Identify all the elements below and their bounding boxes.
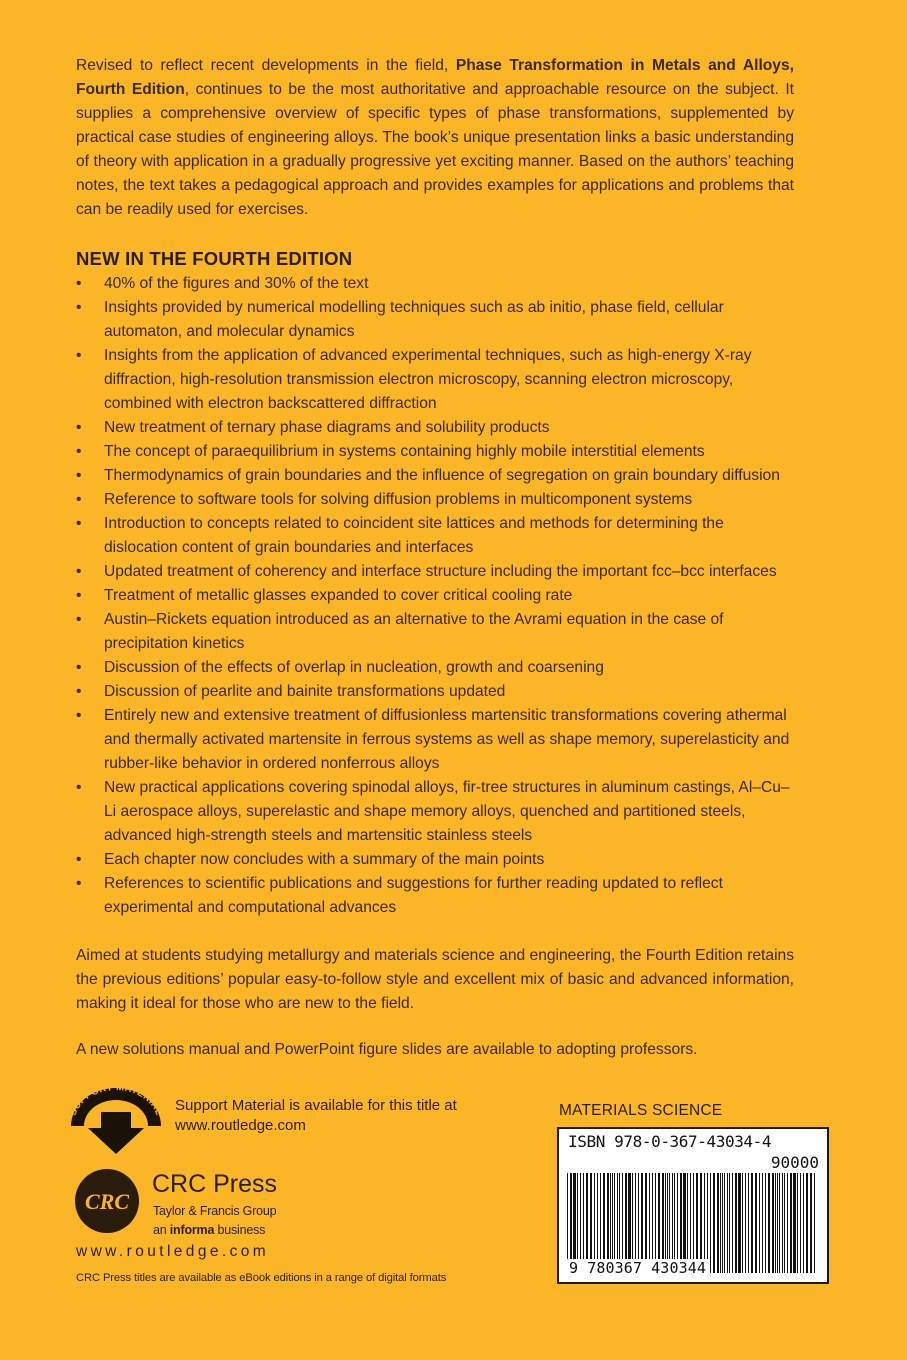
barcode-bar — [707, 1173, 708, 1273]
back-cover-text — [76, 54, 794, 1062]
barcode-bar — [787, 1173, 788, 1273]
barcode-bar — [810, 1173, 812, 1273]
intro-paragraph — [76, 54, 794, 222]
barcode-bar — [751, 1173, 753, 1273]
ean-number: 9 780367 430344 — [569, 1259, 706, 1277]
feature-item: • New practical applications covering spinodal alloys, fir-tree structures in aluminum castings, Al–Cu–Li aerospace alloys, superelastic and shape memory alloys, quenched and partitioned steels, advanced high-strength steels and martensitic stainless steels — [76, 776, 794, 848]
isbn-label: ISBN 978-0-367-43034-4 — [568, 1132, 772, 1151]
feature-item: • The concept of paraequilibrium in systems containing highly mobile interstitial elements — [76, 440, 794, 464]
crc-logo — [74, 1168, 140, 1234]
intro-text-rest: , continues to be the most authoritative and approachable resource on the subject. It supplies a comprehensive overview of specific types of phase transformations, supplemented by practical case studies of engineering alloys. The book’s unique presentation links a basic understanding of theory with application in a gradually progressive yet exciting manner. Based on the authors’ teaching notes, the text takes a pedagogical approach and provides examples for applications and problems that can be readily used for exercises. — [76, 81, 794, 218]
barcode-bar — [619, 1173, 620, 1273]
down-arrow-icon — [88, 1112, 144, 1154]
barcode-bar — [586, 1173, 588, 1273]
feature-item: • Thermodynamics of grain boundaries and the influence of segregation on grain boundary diffusion — [76, 464, 794, 488]
barcode-bar — [600, 1173, 601, 1273]
barcode-bar — [729, 1173, 730, 1273]
barcode-bar — [727, 1173, 728, 1273]
barcode-bar — [700, 1173, 702, 1273]
barcode-bars — [567, 1173, 819, 1273]
barcode-bar — [762, 1173, 763, 1273]
barcode-bar — [803, 1173, 804, 1273]
barcode-bar — [567, 1173, 568, 1273]
barcode-bar — [635, 1173, 636, 1273]
barcode-bar — [735, 1173, 737, 1273]
feature-item: • New treatment of ternary phase diagrams and solubility products — [76, 416, 794, 440]
barcode-bar — [662, 1173, 664, 1273]
barcode-bar — [755, 1173, 757, 1273]
feature-item: • Updated treatment of coherency and interface structure including the important fcc–bcc interfaces — [76, 560, 794, 584]
barcode-bar — [693, 1173, 694, 1273]
barcode-bar — [696, 1173, 698, 1273]
barcode-bar — [720, 1173, 721, 1273]
support-material-block — [68, 1084, 488, 1154]
barcode-bar — [628, 1173, 631, 1273]
feature-item: • Treatment of metallic glasses expanded to cover critical cooling rate — [76, 584, 794, 608]
feature-item: • References to scientific publications and suggestions for further reading updated to reflect experimental and computational advances — [76, 872, 794, 920]
barcode-bar — [704, 1173, 705, 1273]
barcode-bar — [632, 1173, 633, 1273]
price-code: 90000 — [770, 1153, 819, 1172]
barcode-bar — [570, 1173, 572, 1273]
barcode-bar — [674, 1173, 675, 1273]
feature-item: • Insights from the application of advanced experimental techniques, such as high-energy X-ray diffraction, high-resolution transmission electron microscopy, scanning electron microscopy, combined with electron backscattered diffraction — [76, 344, 794, 416]
barcode-bar — [665, 1173, 666, 1273]
barcode-bar — [772, 1173, 774, 1273]
barcode-bar — [806, 1173, 808, 1273]
barcode-bar — [814, 1173, 815, 1273]
informa-brand: informa — [169, 1223, 215, 1237]
barcode-bar — [690, 1173, 691, 1273]
barcode-bar — [641, 1173, 643, 1273]
barcode-bar — [625, 1173, 627, 1273]
barcode-bar — [573, 1173, 576, 1273]
barcode-bar — [649, 1173, 650, 1273]
barcode-bar — [603, 1173, 605, 1273]
barcode-bar — [738, 1173, 741, 1273]
barcode-bar — [580, 1173, 581, 1273]
barcode-bar — [655, 1173, 656, 1273]
barcode-bar — [672, 1173, 673, 1273]
feature-item: • Discussion of pearlite and bainite transformations updated — [76, 680, 794, 704]
publisher-business: an informa business — [153, 1223, 266, 1237]
barcode-bar — [590, 1173, 592, 1273]
barcode-bar — [745, 1173, 746, 1273]
feature-item: • Entirely new and extensive treatment of diffusionless martensitic transformations covering athermal and thermally activated martensite in ferrous systems as well as shape memory, superelasticity and rubber-like behavior in ordered nonferrous alloys — [76, 704, 794, 776]
barcode-bar — [782, 1173, 783, 1273]
barcode-bar — [612, 1173, 613, 1273]
support-url: www.routledge.com — [175, 1117, 306, 1134]
barcode-bar — [652, 1173, 653, 1273]
badge-text: SUPPORT MATERIAL — [68, 1084, 164, 1118]
publisher-group: Taylor & Francis Group — [153, 1204, 277, 1218]
barcode-bar — [610, 1173, 611, 1273]
barcode-bar — [732, 1173, 733, 1273]
logo-text: CRC — [84, 1189, 130, 1214]
support-material-badge — [68, 1084, 164, 1156]
feature-item: • Each chapter now concludes with a summary of the main points — [76, 848, 794, 872]
barcode-bar — [597, 1173, 598, 1273]
publisher-name: CRC Press — [152, 1170, 278, 1198]
barcode-bar — [594, 1173, 595, 1273]
feature-item: • Reference to software tools for solving diffusion problems in multicomponent systems — [76, 488, 794, 512]
barcode-bar — [658, 1173, 660, 1273]
book-title: Phase Transformation in Metals and Alloys, Fourth Edition — [76, 57, 794, 98]
barcode-bar — [797, 1173, 798, 1273]
barcode-bar — [748, 1173, 749, 1273]
barcode-bar — [777, 1173, 778, 1273]
barcode-bar — [677, 1173, 678, 1273]
isbn-barcode — [557, 1127, 829, 1284]
barcode-bar — [724, 1173, 725, 1273]
barcode-bar — [800, 1173, 801, 1273]
barcode-bar — [680, 1173, 682, 1273]
barcode-bar — [784, 1173, 785, 1273]
feature-item: • 40% of the figures and 30% of the text — [76, 272, 794, 296]
barcode-bar — [710, 1173, 711, 1273]
section-heading: NEW IN THE FOURTH EDITION — [76, 248, 353, 269]
barcode-bar — [717, 1173, 719, 1273]
ebook-note: CRC Press titles are available as eBook editions in a range of digital formats — [76, 1272, 447, 1284]
feature-list — [76, 272, 794, 920]
closing-paragraph: Aimed at students studying metallurgy and materials science and engineering, the Fourth Edition retains the previous editions’ popular easy-to-follow style and excellent mix of basic and advanced information, making it ideal for those who are new to the field. — [76, 947, 794, 1012]
barcode-bar — [793, 1173, 796, 1273]
support-text — [175, 1096, 457, 1136]
barcode-bar — [667, 1173, 668, 1273]
barcode-bar — [713, 1173, 715, 1273]
support-line: Support Material is available for this title at — [175, 1097, 457, 1114]
barcode-bar — [775, 1173, 776, 1273]
barcode-bar — [779, 1173, 780, 1273]
barcode-bar — [614, 1173, 615, 1273]
barcode-bar — [683, 1173, 686, 1273]
feature-item: • Insights provided by numerical modelling techniques such as ab initio, phase field, cellular automaton, and molecular dynamics — [76, 296, 794, 344]
barcode-bar — [765, 1173, 766, 1273]
barcode-bar — [583, 1173, 584, 1273]
feature-item: • Discussion of the effects of overlap in nucleation, growth and coarsening — [76, 656, 794, 680]
subject-category: MATERIALS SCIENCE — [559, 1102, 723, 1119]
barcode-bar — [722, 1173, 723, 1273]
intro-text-start: Revised to reflect recent developments in the field, — [76, 57, 456, 74]
barcode-bar — [759, 1173, 760, 1273]
barcode-bar — [669, 1173, 670, 1273]
barcode-bar — [577, 1173, 578, 1273]
publisher-block — [74, 1168, 374, 1244]
barcode-bar — [742, 1173, 743, 1273]
barcode-bar — [645, 1173, 647, 1273]
feature-item: • Austin–Rickets equation introduced as an alternative to the Avrami equation in the case of precipitation kinetics — [76, 608, 794, 656]
barcode-bar — [617, 1173, 618, 1273]
barcode-bar — [607, 1173, 609, 1273]
barcode-bar — [622, 1173, 623, 1273]
barcode-bar — [790, 1173, 792, 1273]
solutions-note: A new solutions manual and PowerPoint figure slides are available to adopting professors. — [76, 1041, 698, 1058]
website-link[interactable]: www.routledge.com — [76, 1243, 270, 1260]
barcode-bar — [768, 1173, 770, 1273]
feature-item: • Introduction to concepts related to coincident site lattices and methods for determining the dislocation content of grain boundaries and interfaces — [76, 512, 794, 560]
barcode-bar — [687, 1173, 688, 1273]
barcode-bar — [638, 1173, 639, 1273]
